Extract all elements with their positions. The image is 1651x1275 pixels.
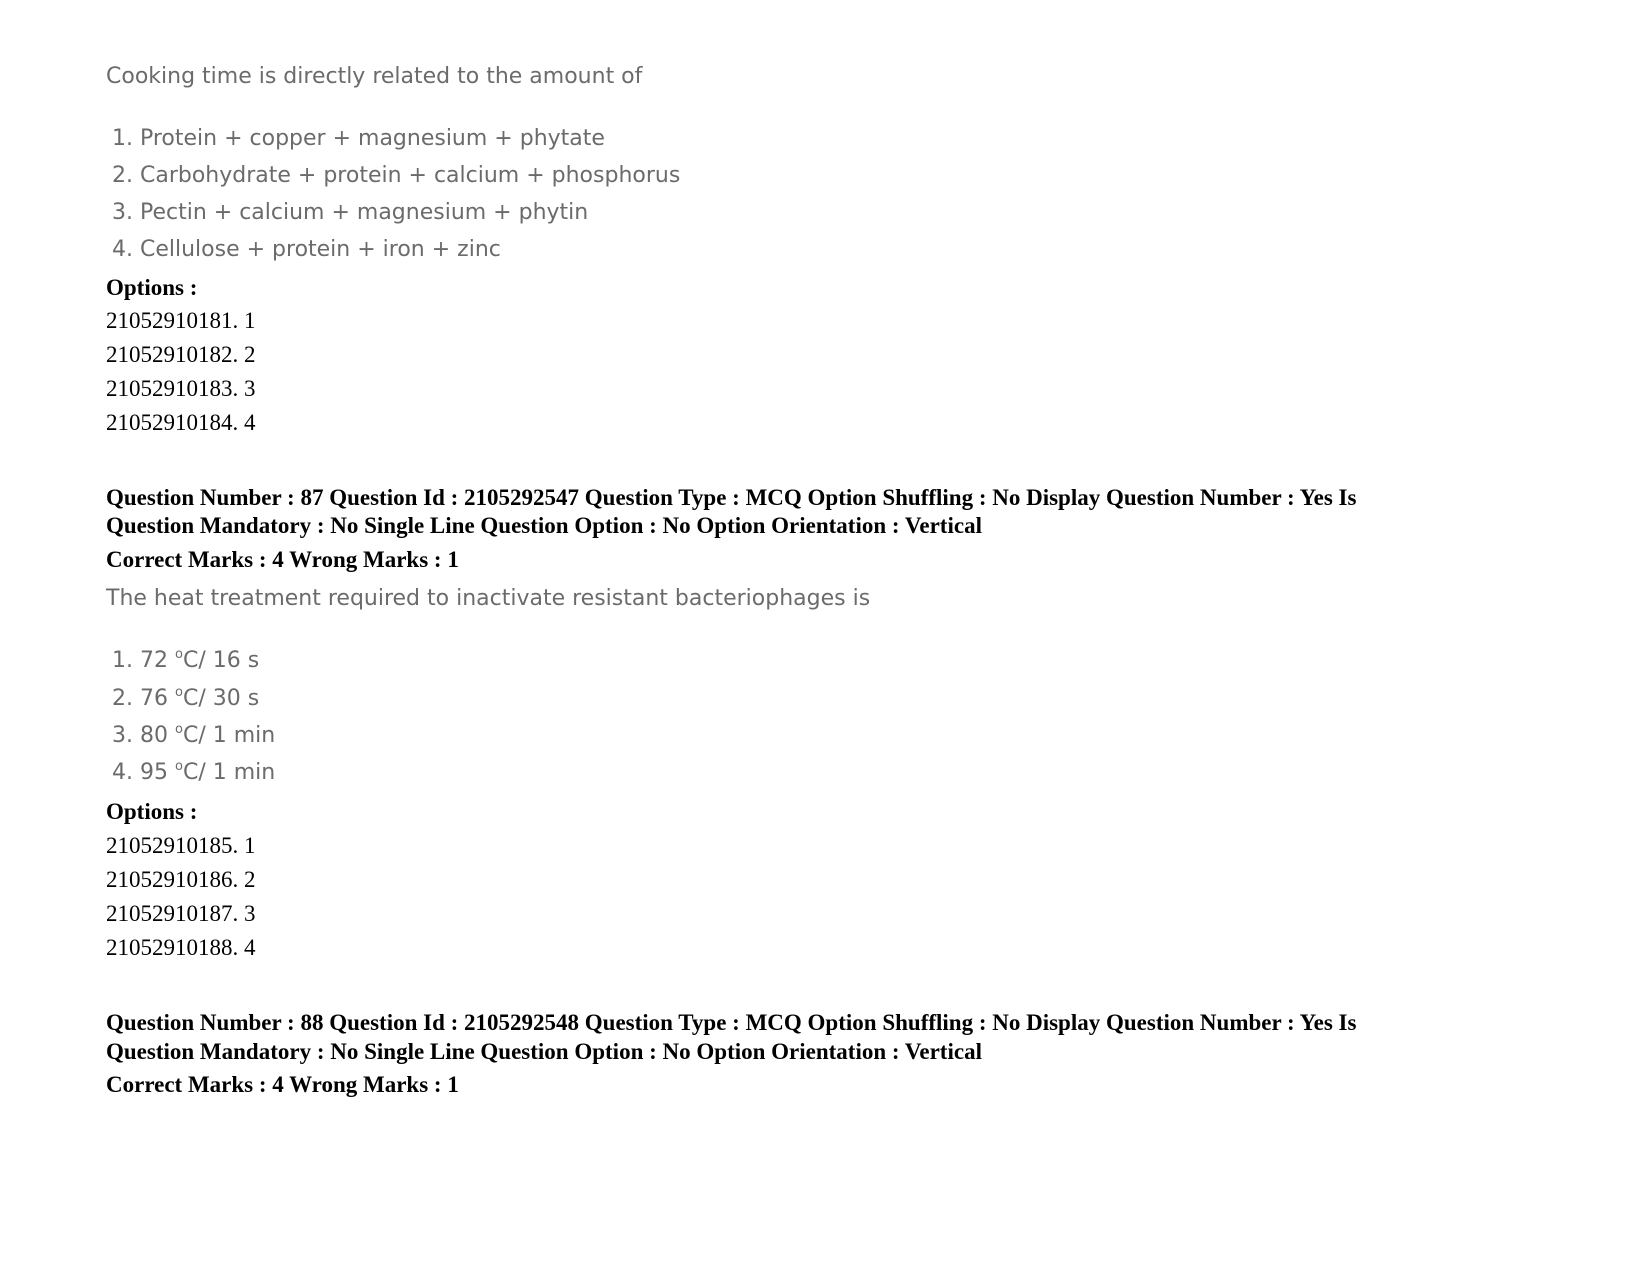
option-item: 21052910188. 4 [106,935,256,960]
question-meta-line: Question Mandatory : No Single Line Question Option : No Option Orientation : Vertical [106,513,982,538]
options-label: Options : [106,799,198,824]
question-meta-line: Question Number : 87 Question Id : 2105292547 Question Type : MCQ Option Shuffling : No Display Question Number : Yes Is [106,485,1357,510]
question-choice: 3. 80 $^o$C/ 1 min [112,722,276,748]
question-stem: Cooking time is directly related to the amount of [106,64,643,89]
option-item: 21052910185. 1 [106,833,256,858]
option-item: 21052910183. 3 [106,376,256,401]
question-choice: 2. 76 $^o$C/ 30 s [112,685,260,711]
option-item: 21052910182. 2 [106,342,256,367]
option-item: 21052910186. 2 [106,867,256,892]
question-marks: Correct Marks : 4 Wrong Marks : 1 [106,547,459,572]
question-choice: 4. Cellulose + protein + iron + zinc [112,237,501,262]
question-choice: 1. Protein + copper + magnesium + phytate [112,126,605,151]
question-choice: 3. Pectin + calcium + magnesium + phytin [112,200,589,225]
question-meta-line: Question Mandatory : No Single Line Question Option : No Option Orientation : Vertical [106,1039,982,1064]
question-meta-line: Question Number : 88 Question Id : 2105292548 Question Type : MCQ Option Shuffling : No Display Question Number : Yes Is [106,1010,1357,1035]
option-item: 21052910184. 4 [106,410,256,435]
option-item: 21052910181. 1 [106,308,256,333]
question-stem: The heat treatment required to inactivate resistant bacteriophages is [106,586,871,611]
question-marks: Correct Marks : 4 Wrong Marks : 1 [106,1072,459,1097]
question-choice: 2. Carbohydrate + protein + calcium + phosphorus [112,163,681,188]
option-item: 21052910187. 3 [106,901,256,926]
question-choice: 1. 72 $^o$C/ 16 s [112,647,260,673]
options-label: Options : [106,275,198,300]
question-choice: 4. 95 $^o$C/ 1 min [112,759,276,785]
